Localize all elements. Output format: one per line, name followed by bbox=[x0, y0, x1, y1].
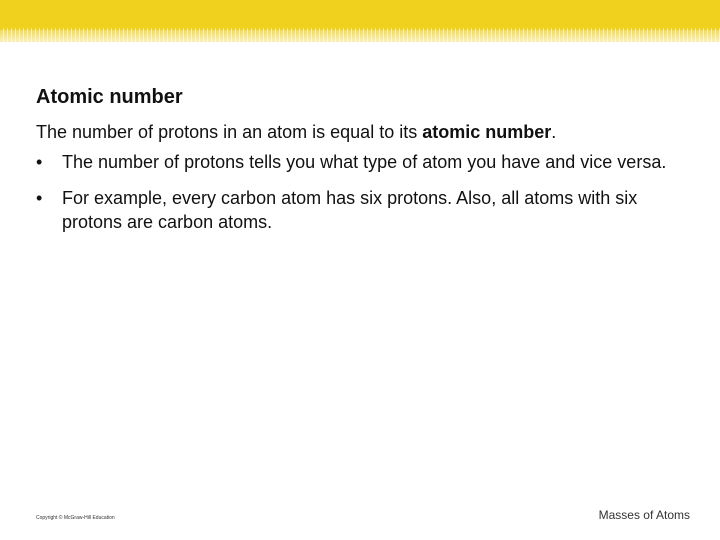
bullet-text: The number of protons tells you what type of atom you have and vice versa. bbox=[62, 152, 667, 172]
bullet-item bbox=[36, 150, 686, 174]
intro-text bbox=[36, 120, 696, 144]
bullet-marker: • bbox=[36, 188, 43, 208]
atomic-number-term: atomic number bbox=[422, 122, 552, 142]
intro-text-end: . bbox=[551, 122, 557, 142]
bullet-marker: • bbox=[36, 152, 43, 172]
top-accent-band bbox=[0, 0, 720, 42]
bullet-list bbox=[36, 150, 686, 246]
bullet-text: For example, every carbon atom has six protons. Also, all atoms with six protons are carbon atoms. bbox=[62, 188, 638, 232]
copyright-notice: Copyright © McGraw-Hill Education bbox=[36, 515, 115, 521]
footer-title: Masses of Atoms bbox=[598, 508, 690, 522]
intro-text-start: The number of protons in an atom is equal to its bbox=[36, 122, 423, 142]
slide-heading: Atomic number bbox=[36, 86, 183, 108]
bullet-item bbox=[36, 186, 686, 234]
